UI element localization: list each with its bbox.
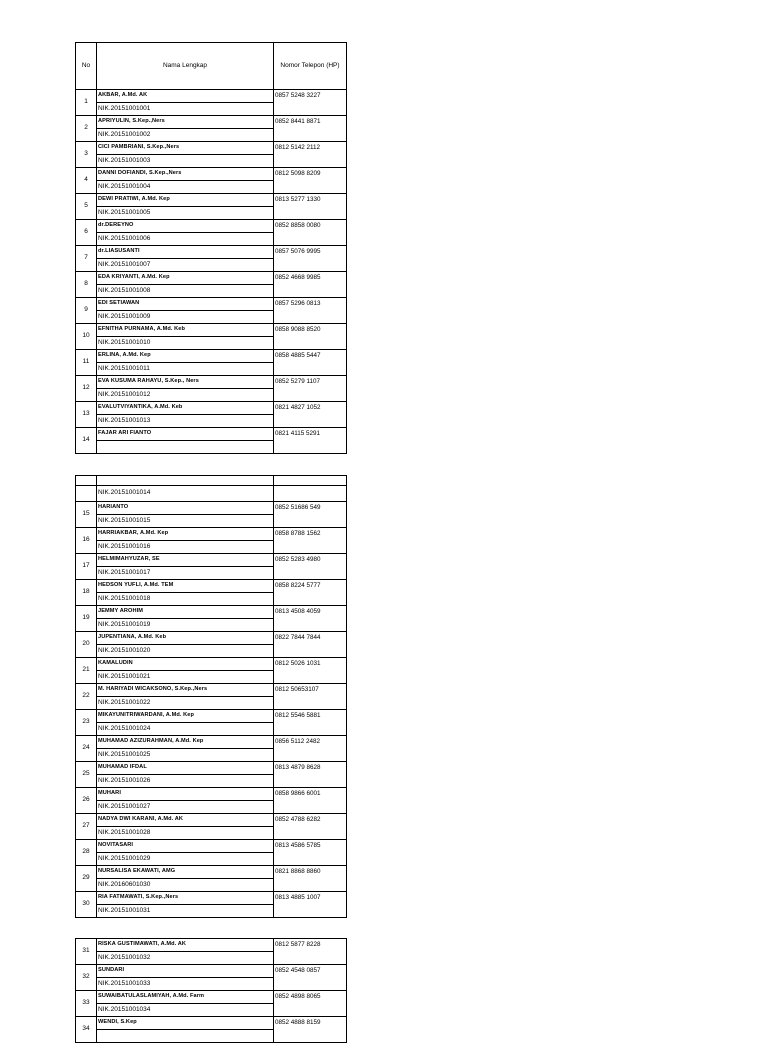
row-phone: 0852 51686 549	[274, 502, 347, 528]
row-phone: 0852 4898 8065	[274, 991, 347, 1017]
row-nik: NIK.20151001032	[97, 952, 274, 965]
row-number: 11	[76, 350, 97, 376]
row-number: 32	[76, 965, 97, 991]
contact-table	[75, 42, 347, 454]
row-number: 14	[76, 428, 97, 454]
document-page-3	[75, 938, 346, 1033]
row-nik: NIK.20151001033	[97, 978, 274, 991]
table-row	[76, 580, 347, 593]
row-name: RISKA GUSTIMAWATI, A.Md. AK	[97, 939, 274, 952]
table-row	[76, 939, 347, 952]
row-number: 24	[76, 736, 97, 762]
row-phone: 0812 5026 1031	[274, 658, 347, 684]
row-name: HARIANTO	[97, 502, 274, 515]
row-nik: NIK.20160601030	[97, 879, 274, 892]
table-row	[76, 402, 347, 415]
row-name: MUHAMAD AZIZURAHMAN, A.Md. Kep	[97, 736, 274, 749]
row-phone	[274, 486, 347, 502]
row-number: 34	[76, 1017, 97, 1043]
row-number: 15	[76, 502, 97, 528]
row-nik: NIK.20151001012	[97, 389, 274, 402]
row-number: 9	[76, 298, 97, 324]
row-number: 16	[76, 528, 97, 554]
row-number: 1	[76, 90, 97, 116]
row-name: dr.LIASUSANTI	[97, 246, 274, 259]
table-header-row	[76, 43, 347, 90]
row-nik: NIK.20151001031	[97, 905, 274, 918]
row-name: FAJAR ARI FIANTO	[97, 428, 274, 441]
row-phone: 0812 5546 5881	[274, 710, 347, 736]
row-nik: NIK.20151001008	[97, 285, 274, 298]
table-row	[76, 528, 347, 541]
row-name: RIA FATMAWATI, S.Kep.,Ners	[97, 892, 274, 905]
row-name: NURSALISA EKAWATI, AMG	[97, 866, 274, 879]
table-row	[76, 194, 347, 207]
row-number: 18	[76, 580, 97, 606]
table-row	[76, 991, 347, 1004]
row-phone: 0812 5098 8209	[274, 168, 347, 194]
row-phone: 0852 4668 9985	[274, 272, 347, 298]
row-number: 7	[76, 246, 97, 272]
table-row	[76, 632, 347, 645]
row-phone: 0821 8868 8860	[274, 866, 347, 892]
row-phone: 0852 5283 4980	[274, 554, 347, 580]
document-page-2	[75, 475, 346, 914]
row-number: 8	[76, 272, 97, 298]
row-name: DEWI PRATIWI, A.Md. Kep	[97, 194, 274, 207]
row-nik: NIK.20151001004	[97, 181, 274, 194]
row-name: JEMMY AROHIM	[97, 606, 274, 619]
row-phone: 0852 8858 0080	[274, 220, 347, 246]
table-row	[76, 658, 347, 671]
table-row	[76, 840, 347, 853]
row-number: 26	[76, 788, 97, 814]
row-nik: NIK.20151001022	[97, 697, 274, 710]
row-number: 30	[76, 892, 97, 918]
row-phone: 0857 5296 0813	[274, 298, 347, 324]
row-name: HARRIAKBAR, A.Md. Kep	[97, 528, 274, 541]
row-name: DANNI DOFIANDI, S.Kep.,Ners	[97, 168, 274, 181]
table-row	[76, 736, 347, 749]
row-phone: 0813 4885 1007	[274, 892, 347, 918]
row-number: 4	[76, 168, 97, 194]
row-number: 22	[76, 684, 97, 710]
row-number: 23	[76, 710, 97, 736]
row-nik: NIK.20151001002	[97, 129, 274, 142]
row-name: AKBAR, A.Md. AK	[97, 90, 274, 103]
table-row	[76, 684, 347, 697]
row-number: 10	[76, 324, 97, 350]
header-phone: Nomor Telepon (HP)	[274, 43, 347, 90]
row-name: HELMIMAHYUZAR, SE	[97, 554, 274, 567]
row-nik: NIK.20151001024	[97, 723, 274, 736]
row-phone: 0813 4879 8628	[274, 762, 347, 788]
row-number: 6	[76, 220, 97, 246]
row-name: SUWAIBATULASLAMIYAH, A.Md. Farm	[97, 991, 274, 1004]
table-row	[76, 272, 347, 285]
table-row	[76, 762, 347, 775]
table-row-continued	[76, 486, 347, 502]
row-name: MUHARI	[97, 788, 274, 801]
row-name: JUPENTIANA, A.Md. Keb	[97, 632, 274, 645]
row-phone: 0856 5112 2482	[274, 736, 347, 762]
row-phone: 0852 4788 6282	[274, 814, 347, 840]
table-row	[76, 606, 347, 619]
row-phone: 0822 7844 7844	[274, 632, 347, 658]
row-nik: NIK.20151001029	[97, 853, 274, 866]
table-row	[76, 246, 347, 259]
row-nik: NIK.20151001034	[97, 1004, 274, 1017]
row-name	[97, 476, 274, 486]
row-name: MIKAYUNITRIWARDANI, A.Md. Kep	[97, 710, 274, 723]
row-phone	[274, 476, 347, 486]
table-row	[76, 788, 347, 801]
row-nik: NIK.20151001010	[97, 337, 274, 350]
contact-table	[75, 475, 347, 918]
row-nik: NIK.20151001020	[97, 645, 274, 658]
header-name: Nama Lengkap	[97, 43, 274, 90]
row-nik: NIK.20151001025	[97, 749, 274, 762]
row-name: EVA KUSUMA RAHAYU, S.Kep., Ners	[97, 376, 274, 389]
table-row	[76, 554, 347, 567]
row-phone: 0852 4888 8159	[274, 1017, 347, 1043]
row-phone: 0812 50653107	[274, 684, 347, 710]
row-number: 31	[76, 939, 97, 965]
row-name: MUHAMAD IFDAL	[97, 762, 274, 775]
row-name: KAMALUDIN	[97, 658, 274, 671]
row-name: EDI SETIAWAN	[97, 298, 274, 311]
table-row	[76, 502, 347, 515]
row-phone: 0858 8788 1562	[274, 528, 347, 554]
row-phone: 0852 5279 1107	[274, 376, 347, 402]
table-row	[76, 90, 347, 103]
contact-table	[75, 938, 347, 1043]
row-nik: NIK.20151001001	[97, 103, 274, 116]
row-name: NOVITASARI	[97, 840, 274, 853]
row-phone: 0812 5877 8228	[274, 939, 347, 965]
row-nik: NIK.20151001016	[97, 541, 274, 554]
table-row	[76, 965, 347, 978]
row-number	[76, 476, 97, 486]
row-name: M. HARIYADI WICAKSONO, S.Kep.,Ners	[97, 684, 274, 697]
row-number: 20	[76, 632, 97, 658]
row-nik: NIK.20151001006	[97, 233, 274, 246]
table-row	[76, 710, 347, 723]
row-phone: 0821 4115 5291	[274, 428, 347, 454]
row-nik: NIK.20151001007	[97, 259, 274, 272]
row-nik: NIK.20151001028	[97, 827, 274, 840]
row-phone: 0858 9088 8520	[274, 324, 347, 350]
row-name: EDA KRIYANTI, A.Md. Kep	[97, 272, 274, 285]
table-row	[76, 866, 347, 879]
table-row-continued	[76, 476, 347, 486]
row-nik: NIK.20151001027	[97, 801, 274, 814]
row-name: HEDSON YUFLI, A.Md. TEM	[97, 580, 274, 593]
table-row	[76, 814, 347, 827]
row-number: 13	[76, 402, 97, 428]
row-nik: NIK.20151001019	[97, 619, 274, 632]
row-name: ERLINA, A.Md. Kep	[97, 350, 274, 363]
row-name: EFNITHA PURNAMA, A.Md. Keb	[97, 324, 274, 337]
row-nik: NIK.20151001011	[97, 363, 274, 376]
row-phone: 0852 8441 8871	[274, 116, 347, 142]
row-phone: 0813 4586 5785	[274, 840, 347, 866]
document-page-1	[75, 42, 346, 444]
row-nik: NIK.20151001005	[97, 207, 274, 220]
row-nik: NIK.20151001015	[97, 515, 274, 528]
row-nik: NIK.20151001013	[97, 415, 274, 428]
row-phone: 0812 5142 2112	[274, 142, 347, 168]
row-name: SUNDARI	[97, 965, 274, 978]
row-nik: NIK.20151001021	[97, 671, 274, 684]
row-number: 25	[76, 762, 97, 788]
row-nik	[97, 1030, 274, 1043]
row-name: dr.DEREYNO	[97, 220, 274, 233]
row-name: WENDI, S.Kep	[97, 1017, 274, 1030]
row-phone: 0852 4548 0857	[274, 965, 347, 991]
row-nik: NIK.20151001017	[97, 567, 274, 580]
row-name: APRIYULIN, S.Kep.,Ners	[97, 116, 274, 129]
row-number: 33	[76, 991, 97, 1017]
row-phone: 0813 4508 4059	[274, 606, 347, 632]
row-number: 27	[76, 814, 97, 840]
row-number: 29	[76, 866, 97, 892]
row-number: 3	[76, 142, 97, 168]
table-row	[76, 376, 347, 389]
table-row	[76, 220, 347, 233]
row-number: 17	[76, 554, 97, 580]
row-number	[76, 486, 97, 502]
row-nik: NIK.20151001009	[97, 311, 274, 324]
row-number: 21	[76, 658, 97, 684]
row-number: 5	[76, 194, 97, 220]
row-name: CICI PAMBRIANI, S.Kep.,Ners	[97, 142, 274, 155]
row-phone: 0858 9866 6001	[274, 788, 347, 814]
row-phone: 0857 5076 9995	[274, 246, 347, 272]
row-number: 2	[76, 116, 97, 142]
table-row	[76, 892, 347, 905]
table-row	[76, 142, 347, 155]
row-number: 19	[76, 606, 97, 632]
row-phone: 0858 4885 5447	[274, 350, 347, 376]
table-row	[76, 298, 347, 311]
row-name: EVALUTVIYANTIKA, A.Md. Keb	[97, 402, 274, 415]
row-number: 12	[76, 376, 97, 402]
row-phone: 0821 4827 1052	[274, 402, 347, 428]
table-row	[76, 350, 347, 363]
row-nik	[97, 441, 274, 454]
row-phone: 0858 8224 5777	[274, 580, 347, 606]
row-nik: NIK.20151001018	[97, 593, 274, 606]
row-nik: NIK.20151001026	[97, 775, 274, 788]
table-row	[76, 1017, 347, 1030]
table-row	[76, 324, 347, 337]
table-row	[76, 168, 347, 181]
row-name: NADYA DWI KARANI, A.Md. AK	[97, 814, 274, 827]
table-row	[76, 428, 347, 441]
row-nik: NIK.20151001003	[97, 155, 274, 168]
row-nik: NIK.20151001014	[97, 486, 274, 502]
table-row	[76, 116, 347, 129]
header-no: No	[76, 43, 97, 90]
row-phone: 0813 5277 1330	[274, 194, 347, 220]
row-phone: 0857 5248 3227	[274, 90, 347, 116]
row-number: 28	[76, 840, 97, 866]
